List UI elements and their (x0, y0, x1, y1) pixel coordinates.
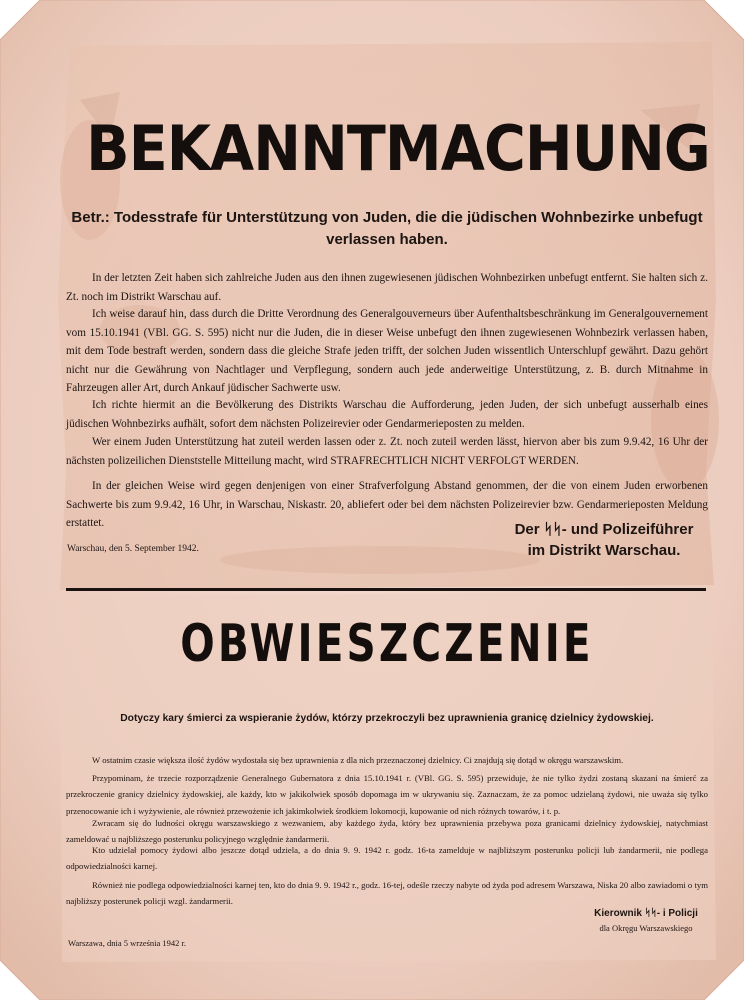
german-title: BEKANNTMACHUNG (86, 112, 710, 185)
section-divider (66, 588, 706, 591)
polish-signature (566, 906, 726, 936)
polish-signature-line-1: Kierownik ᛋᛋ- i Policji (594, 908, 698, 919)
polish-date: Warszawa, dnia 5 września 1942 r. (68, 938, 187, 948)
polish-paragraph-3: Zwracam się do ludności okręgu warszawskiego z wezwaniem, aby każdego żyda, który bez uprawnienia przebywa poza granicami dzielnicy żydowskiej, natychmiast zameldować u najbliższego posterunku policyjnego względnie żandarmerii. (66, 818, 708, 845)
polish-paragraph-2: Przypominam, że trzecie rozporządzenie Generalnego Gubernatora z dnia 15.10.1941 r. (VBl. GG. S. 595) przewiduje, że nie tylko żydzi zostaną skazani na śmierć za przekroczenie granicy dzielnicy żydowskiej, ale każdy, kto w jakikolwiek sposób dopomaga im w ukrywaniu się. Zaznaczam, że za pomoc udzielaną żydowi, nie uważa się tylko przenocowanie ich i wyżywienie, ale również przewożenie ich jakimkolwiek środkiem lokomocji, kupowanie od nich różnych towarów, i t. p. (66, 773, 708, 816)
german-paragraph-4: Wer einem Juden Unterstützung hat zuteil werden lassen oder z. Zt. noch zuteil werden lässt, hiervon aber bis zum 9.9.42, 16 Uhr der nächsten polizeilichen Dienststelle Mitteilung macht, wird STRAFRECHTLICH NICHT VERFOLGT WERDEN. (66, 436, 708, 467)
german-signature-line-2: im Distrikt Warschau. (527, 542, 681, 559)
german-paragraph-5: In der gleichen Weise wird gegen denjenigen von einer Strafverfolgung Abstand genommen, der die von einem Juden erworbenen Sachwerte bis zum 9.9.42, 16 Uhr, in Warschau, Niskastr. 20, abliefert oder bei dem nächsten Polizeirevier bzw. Gendarmerieposten Meldung erstattet. (66, 480, 708, 529)
polish-title: OBWIESZCZENIE (180, 614, 594, 674)
german-subject: Betr.: Todesstrafe für Unterstützung von Juden, die die jüdischen Wohnbezirke unbefugt verlassen haben. (71, 209, 703, 248)
polish-paragraph-5: Również nie podlega odpowiedzialności karnej ten, kto do dnia 9. 9. 1942 r., godz. 16-tej, odeśle rzeczy nabyte od żyda pod adresem Warszawa, Niska 20 albo zawiadomi o tym najbliższy posterunek policji wzgl. żandarmerii. (66, 880, 708, 907)
german-signature-line-1: Der ᛋᛋ- und Polizeiführer (514, 521, 694, 538)
german-paragraph-2: Ich weise darauf hin, dass durch die Dritte Verordnung des Generalgouverneurs über Aufenthaltsbeschränkung im Generalgouvernement vom 15.10.1941 (VBl. GG. S. 595) nicht nur die Juden, die in dieser Weise unbefugt den ihnen zugewiesenen Wohnbezirk verlassen haben, mit dem Tode bestraft werden, sondern dass die gleiche Strafe jeden trifft, der solchen Juden wissentlich Unterschlupf gewährt. Dazu gehört nicht nur die Gewährung von Nachtlager und Verpflegung, sondern auch jede anderweitige Unterstützung, z. B. durch Mitnahme in Fahrzeugen aller Art, durch Ankauf jüdischer Sachwerte usw. (66, 308, 708, 394)
german-paragraph-3: Ich richte hiermit an die Bevölkerung des Distrikts Warschau die Aufforderung, jeden Juden, der sich unbefugt ausserhalb eines jüdischen Wohnbezirks aufhält, sofort dem nächsten Polizeirevier oder Gendarmerieposten zu melden. (66, 399, 708, 430)
polish-signature-line-2: dla Okręgu Warszawskiego (599, 923, 693, 933)
german-paragraph-1: In der letzten Zeit haben sich zahlreiche Juden aus den ihnen zugewiesenen jüdischen Wohnbezirken unbefugt entfernt. Sie halten sich z. Zt. noch im Distrikt Warschau auf. (66, 272, 708, 303)
polish-paragraph-4: Kto udzielał pomocy żydowi albo jeszcze dotąd udziela, a do dnia 9. 9. 1942 r. godz. 16-ta zamelduje w najbliższym posterunku policji lub żandarmerii, nie podlega odpowiedzialności karnej. (66, 845, 708, 872)
polish-paragraph-1: W ostatnim czasie większa ilość żydów wydostała się bez uprawnienia z dla nich przeznaczonej dzielnicy. Ci znajdują się dotąd w okręgu warszawskim. (92, 755, 624, 765)
german-signature (488, 519, 720, 561)
polish-subject: Dotyczy kary śmierci za wspieranie żydów, którzy przekroczyli bez uprawnienia granicę dzielnicy żydowskiej. (120, 713, 654, 724)
german-date: Warschau, den 5. September 1942. (67, 544, 199, 554)
